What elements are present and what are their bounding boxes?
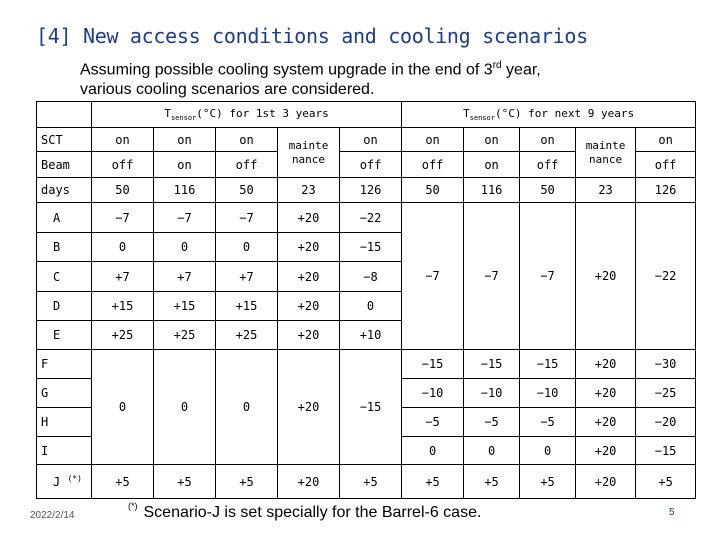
- table-cell: +15: [92, 292, 154, 321]
- table-cell: +15: [154, 292, 216, 321]
- cooling-scenarios-table: [36, 101, 696, 499]
- table-cell: −15: [402, 350, 464, 379]
- table-cell: 0: [340, 292, 402, 321]
- table-cell: on: [520, 128, 576, 152]
- table-cell: +10: [340, 321, 402, 350]
- table-cell: +20: [278, 262, 340, 292]
- table-cell: −15: [636, 437, 696, 465]
- merged-cell-ae-next9: −7: [520, 203, 576, 350]
- subtitle-line1-text: Assuming possible cooling system upgrade in the end of 3: [80, 61, 493, 79]
- table-cell: −5: [464, 408, 520, 437]
- table-cell: −15: [464, 350, 520, 379]
- table-cell: −7: [216, 203, 278, 233]
- table-cell: +5: [636, 465, 696, 499]
- table-cell: on: [154, 128, 216, 152]
- table-cell: +20: [576, 465, 636, 499]
- table-cell: +5: [402, 465, 464, 499]
- header-corner-cell: [37, 102, 92, 128]
- page-number: 5: [669, 507, 675, 518]
- slide-date: 2022/2/14: [30, 510, 75, 521]
- table-row-sct: [37, 128, 696, 152]
- subtitle-line1-end: year,: [501, 61, 541, 79]
- table-cell: 23: [278, 178, 340, 203]
- slide-title: [4] New access conditions and cooling scenarios: [36, 24, 588, 48]
- table-cell: 0: [216, 233, 278, 262]
- table-cell: −25: [636, 379, 696, 408]
- row-label-beam: Beam: [37, 152, 92, 178]
- scenario-label-a: A: [37, 203, 92, 233]
- table-cell: +20: [278, 233, 340, 262]
- table-cell: −10: [402, 379, 464, 408]
- table-cell: +7: [216, 262, 278, 292]
- table-cell: 126: [636, 178, 696, 203]
- subtitle-line2-text: various cooling scenarios are considered.: [80, 81, 375, 99]
- maintenance-cell-next9: mainte nance: [576, 128, 636, 178]
- table-cell: −5: [402, 408, 464, 437]
- table-cell: +25: [216, 321, 278, 350]
- table-row: [37, 465, 696, 499]
- scenario-label-e: E: [37, 321, 92, 350]
- table-cell: −7: [154, 203, 216, 233]
- row-label-days: days: [37, 178, 92, 203]
- scenario-label-d: D: [37, 292, 92, 321]
- table-row: [37, 350, 696, 379]
- table-cell: +25: [154, 321, 216, 350]
- table-cell: 0: [464, 437, 520, 465]
- scenario-label-g: G: [37, 379, 92, 408]
- table-cell: −10: [520, 379, 576, 408]
- table-cell: on: [464, 152, 520, 178]
- table-cell: on: [402, 128, 464, 152]
- footnote: [128, 501, 481, 522]
- table-cell: −30: [636, 350, 696, 379]
- table-cell: 0: [402, 437, 464, 465]
- table-cell: −15: [340, 233, 402, 262]
- table-cell: +20: [576, 379, 636, 408]
- merged-cell-fi-first3: 0: [92, 350, 154, 465]
- merged-cell-ae-next9: −7: [402, 203, 464, 350]
- table-cell: +7: [154, 262, 216, 292]
- table-cell: on: [154, 152, 216, 178]
- scenario-label-h: H: [37, 408, 92, 437]
- table-cell: +5: [216, 465, 278, 499]
- table-cell: 50: [216, 178, 278, 203]
- table-cell: 0: [520, 437, 576, 465]
- table-cell: 50: [92, 178, 154, 203]
- table-row-days: [37, 178, 696, 203]
- table-cell: +20: [576, 350, 636, 379]
- footnote-text: Scenario-J is set specially for the Barrel-6 case.: [143, 504, 482, 521]
- merged-cell-ae-next9: −7: [464, 203, 520, 350]
- table-row: [37, 203, 696, 233]
- table-cell: off: [92, 152, 154, 178]
- table-cell: −15: [520, 350, 576, 379]
- table-cell: +15: [216, 292, 278, 321]
- table-cell: off: [402, 152, 464, 178]
- scenario-label-i: I: [37, 437, 92, 465]
- table-cell: 50: [402, 178, 464, 203]
- table-cell: on: [92, 128, 154, 152]
- table-cell: off: [636, 152, 696, 178]
- merged-cell-ae-next9: −22: [636, 203, 696, 350]
- scenario-label-c: C: [37, 262, 92, 292]
- table-cell: −22: [340, 203, 402, 233]
- table-cell: −8: [340, 262, 402, 292]
- maintenance-cell-first3: mainte nance: [278, 128, 340, 178]
- table-cell: +20: [576, 408, 636, 437]
- merged-cell-fi-first3: 0: [154, 350, 216, 465]
- header-first-3-years: $T_{sensor}(^\circ C)$ for 1st 3 years: [92, 102, 402, 128]
- table-cell: off: [520, 152, 576, 178]
- table-cell: +5: [520, 465, 576, 499]
- merged-cell-fi-first3: +20: [278, 350, 340, 465]
- table-cell: −7: [92, 203, 154, 233]
- scenario-label-b: B: [37, 233, 92, 262]
- table-cell: on: [464, 128, 520, 152]
- table-cell: +20: [576, 437, 636, 465]
- header-row: [37, 102, 696, 128]
- table-cell: +5: [340, 465, 402, 499]
- table-cell: on: [636, 128, 696, 152]
- footnote-marker: (*): [67, 474, 82, 483]
- slide-subtitle: [80, 56, 541, 100]
- header-next-9-years: $T_{sensor}(^\circ C)$ for next 9 years: [402, 102, 696, 128]
- table-cell: 126: [340, 178, 402, 203]
- table-cell: 116: [464, 178, 520, 203]
- table-cell: −10: [464, 379, 520, 408]
- merged-cell-ae-next9: +20: [576, 203, 636, 350]
- table-cell: on: [340, 128, 402, 152]
- merged-cell-fi-first3: −15: [340, 350, 402, 465]
- table-cell: +25: [92, 321, 154, 350]
- table-cell: off: [216, 152, 278, 178]
- table-cell: +5: [464, 465, 520, 499]
- table-cell: +7: [92, 262, 154, 292]
- table-cell: 23: [576, 178, 636, 203]
- table-cell: 50: [520, 178, 576, 203]
- table-cell: +5: [154, 465, 216, 499]
- table-cell: on: [216, 128, 278, 152]
- merged-cell-fi-first3: 0: [216, 350, 278, 465]
- table-cell: 0: [154, 233, 216, 262]
- scenario-label-j: J (*): [37, 465, 92, 499]
- footnote-mark: (*): [128, 501, 138, 511]
- table-cell: 116: [154, 178, 216, 203]
- scenario-label-f: F: [37, 350, 92, 379]
- table-cell: off: [340, 152, 402, 178]
- table-cell: +20: [278, 321, 340, 350]
- table-cell: −20: [636, 408, 696, 437]
- table-cell: +20: [278, 465, 340, 499]
- table-cell: +5: [92, 465, 154, 499]
- table-cell: +20: [278, 292, 340, 321]
- table-cell: −5: [520, 408, 576, 437]
- table-cell: 0: [92, 233, 154, 262]
- row-label-sct: SCT: [37, 128, 92, 152]
- table-cell: +20: [278, 203, 340, 233]
- subtitle-ordinal-sup: rd: [492, 60, 502, 71]
